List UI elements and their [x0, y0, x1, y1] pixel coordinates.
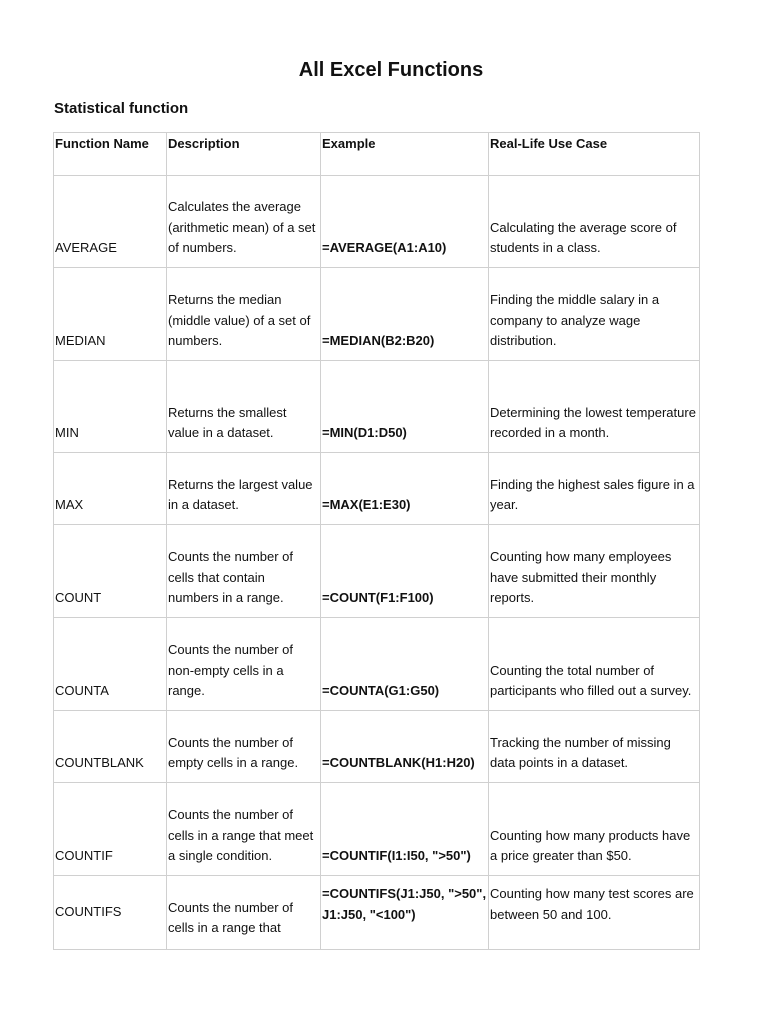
- example-cell: =COUNTIF(I1:I50, ">50"): [321, 783, 489, 876]
- description-cell: Counts the number of cells that contain numbers in a range.: [167, 525, 321, 618]
- table-row: [54, 525, 700, 618]
- example-cell: =MAX(E1:E30): [321, 453, 489, 525]
- table-row: [54, 453, 700, 525]
- function-name-cell: AVERAGE: [54, 176, 167, 268]
- table-row: [54, 876, 700, 950]
- page-title: All Excel Functions: [298, 59, 484, 81]
- description-cell: Calculates the average (arithmetic mean) of a set of numbers.: [167, 176, 321, 268]
- header-use-case: Real-Life Use Case: [489, 133, 700, 176]
- table-row: [54, 176, 700, 268]
- use-case-cell: Counting how many test scores are between 50 and 100.: [489, 876, 700, 950]
- header-example: Example: [321, 133, 489, 176]
- example-cell: =COUNTBLANK(H1:H20): [321, 711, 489, 783]
- function-name-cell: COUNTBLANK: [54, 711, 167, 783]
- example-cell: =MEDIAN(B2:B20): [321, 268, 489, 361]
- description-cell: Returns the median (middle value) of a set of numbers.: [167, 268, 321, 361]
- use-case-cell: Counting how many employees have submitted their monthly reports.: [489, 525, 700, 618]
- function-name-cell: MEDIAN: [54, 268, 167, 361]
- table-row: [54, 361, 700, 453]
- use-case-cell: Counting how many products have a price greater than $50.: [489, 783, 700, 876]
- header-function-name: Function Name: [54, 133, 167, 176]
- use-case-cell: Calculating the average score of students in a class.: [489, 176, 700, 268]
- use-case-cell: Finding the middle salary in a company to analyze wage distribution.: [489, 268, 700, 361]
- function-name-cell: MIN: [54, 361, 167, 453]
- function-name-cell: COUNT: [54, 525, 167, 618]
- example-cell: =COUNT(F1:F100): [321, 525, 489, 618]
- example-cell: =COUNTA(G1:G50): [321, 618, 489, 711]
- use-case-cell: Tracking the number of missing data points in a dataset.: [489, 711, 700, 783]
- example-cell: =AVERAGE(A1:A10): [321, 176, 489, 268]
- description-cell: Counts the number of non-empty cells in a range.: [167, 618, 321, 711]
- table-row: [54, 783, 700, 876]
- table-header-row: [54, 133, 700, 176]
- table-row: [54, 618, 700, 711]
- description-cell: Counts the number of cells in a range that meet a single condition.: [167, 783, 321, 876]
- use-case-cell: Determining the lowest temperature recorded in a month.: [489, 361, 700, 453]
- section-heading: Statistical function: [54, 100, 189, 117]
- table-row: [54, 268, 700, 361]
- header-description: Description: [167, 133, 321, 176]
- example-cell: =MIN(D1:D50): [321, 361, 489, 453]
- description-cell: Counts the number of empty cells in a range.: [167, 711, 321, 783]
- description-cell: Returns the smallest value in a dataset.: [167, 361, 321, 453]
- function-name-cell: COUNTIFS: [54, 876, 167, 950]
- description-cell: Returns the largest value in a dataset.: [167, 453, 321, 525]
- use-case-cell: Counting the total number of participants who filled out a survey.: [489, 618, 700, 711]
- functions-table: [53, 132, 700, 950]
- use-case-cell: Finding the highest sales figure in a year.: [489, 453, 700, 525]
- example-cell: =COUNTIFS(J1:J50, ">50", J1:J50, "<100"): [321, 876, 489, 950]
- table-row: [54, 711, 700, 783]
- function-name-cell: COUNTIF: [54, 783, 167, 876]
- function-name-cell: COUNTA: [54, 618, 167, 711]
- function-name-cell: MAX: [54, 453, 167, 525]
- description-cell: Counts the number of cells in a range that: [167, 876, 321, 950]
